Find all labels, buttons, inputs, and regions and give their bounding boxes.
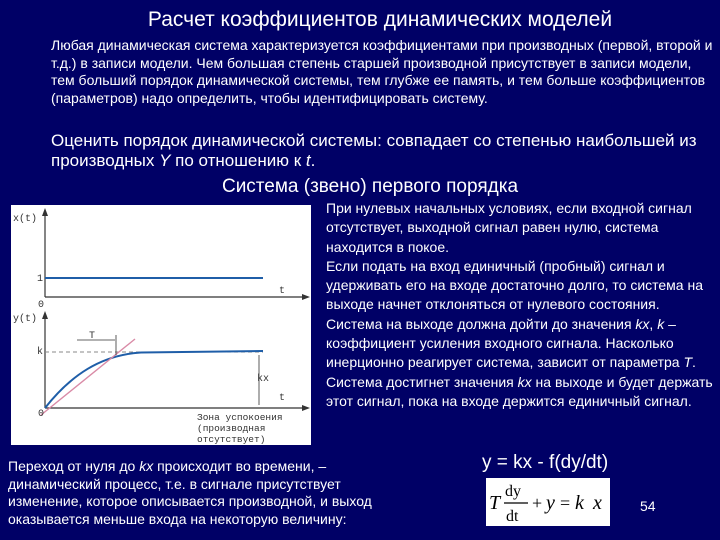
slide-title: Расчет коэффициентов динамических моделей [147, 8, 613, 31]
p3-text-a: Система достигнет значения [326, 373, 518, 390]
zone-label-line2: (производная [197, 423, 266, 434]
estimate-var-y: Y [159, 151, 171, 170]
section-subtitle: Система (звено) первого порядка [221, 176, 519, 197]
estimate-var-t: t [305, 151, 311, 170]
label-T: T [89, 331, 96, 342]
p2-text-a: Если подать на вход единичный (пробный) сигнал и удерживать его на входе достаточно долго, то система на выходе начнет отклоняться от нулевого состояния. Система на выходе должна дойти до значения [326, 257, 704, 332]
p2-var-T: T [683, 354, 693, 371]
transition-text-b: происходит во времени, – динамический процесс, т.е. в сигнале присутствует изменение, которое описывается производной, и выход оказывается меньше входа на некоторую величину: [8, 458, 372, 527]
formula-x: x [593, 492, 602, 514]
formula-y: y [546, 492, 555, 514]
transition-paragraph [8, 458, 408, 528]
estimate-text: Оценить порядок динамической системы: совпадает со степенью наибольшей из производных [51, 131, 697, 170]
intro-paragraph: Любая динамическая система характеризуется коэффициентами при производных (первой, второй и т.д.) в записи модели. Чем большая степень старшей производной присутствует в записи модели, тем больший порядок динамической системы, тем глубже ее память, и тем больше коэффициентов (параметров) надо определить, чтобы идентифицировать систему. [51, 37, 713, 106]
equation: y = kx - f(dy/dt) [482, 452, 609, 473]
first-order-formula [486, 478, 610, 526]
label-k: k [37, 347, 44, 358]
step-response-svg [11, 205, 311, 445]
label-one: 1 [37, 274, 44, 285]
p2-text-b: , [649, 315, 658, 332]
description-text [326, 199, 718, 411]
formula-svg [486, 478, 610, 526]
formula-T: T [489, 492, 501, 514]
label-zero-bottom: 0 [38, 409, 45, 420]
label-t-bottom: t [279, 393, 286, 404]
label-zero-top: 0 [38, 300, 45, 311]
p2-var-kx: kx [635, 315, 650, 332]
formula-eq: = [560, 493, 571, 513]
p2-text-c: – коэффициент усиления входного сигнала. Насколько инерционно реагирует система, зависит от параметра [326, 315, 684, 371]
p2-var-k: k [657, 315, 665, 332]
label-kx: kx [257, 374, 270, 385]
formula-plus: + [532, 493, 543, 513]
estimate-suffix: . [310, 151, 316, 170]
p3-text-b: на выходе и будет держать этот сигнал, пока на входе держится единичный сигнал. [326, 373, 713, 409]
y-axis-arrow-right [302, 405, 310, 411]
estimate-text-middle: по отношению к [170, 151, 306, 170]
label-t-top: t [279, 286, 286, 297]
y-axis-arrow-up [42, 311, 48, 319]
order-estimate-paragraph [51, 131, 711, 171]
label-xt: x(t) [13, 214, 38, 225]
x-axis-arrow-up [42, 208, 48, 216]
step-response-figure [11, 205, 311, 445]
x-axis-arrow-right [302, 294, 310, 300]
zone-label-line1: Зона успокоения [197, 412, 283, 423]
zone-label-line3: отсутствует) [197, 434, 266, 445]
formula-k: k [575, 492, 584, 514]
description-p1: При нулевых начальных условиях, если входной сигнал отсутствует, выходной сигнал равен нулю, система находится в покое. [326, 200, 692, 255]
label-yt: y(t) [13, 314, 38, 325]
transition-var-kx: kx [139, 458, 154, 474]
p3-var-kx: kx [517, 373, 532, 390]
output-response-curve [45, 351, 263, 408]
tangent-line [41, 339, 135, 415]
page-number: 54 [640, 498, 656, 514]
description-p3 [326, 373, 718, 412]
p2-text-d: . [692, 354, 696, 371]
transition-text-a: Переход от нуля до [8, 458, 140, 474]
formula-dt: dt [506, 508, 519, 525]
formula-dy: dy [505, 483, 521, 500]
description-p2 [326, 257, 718, 373]
